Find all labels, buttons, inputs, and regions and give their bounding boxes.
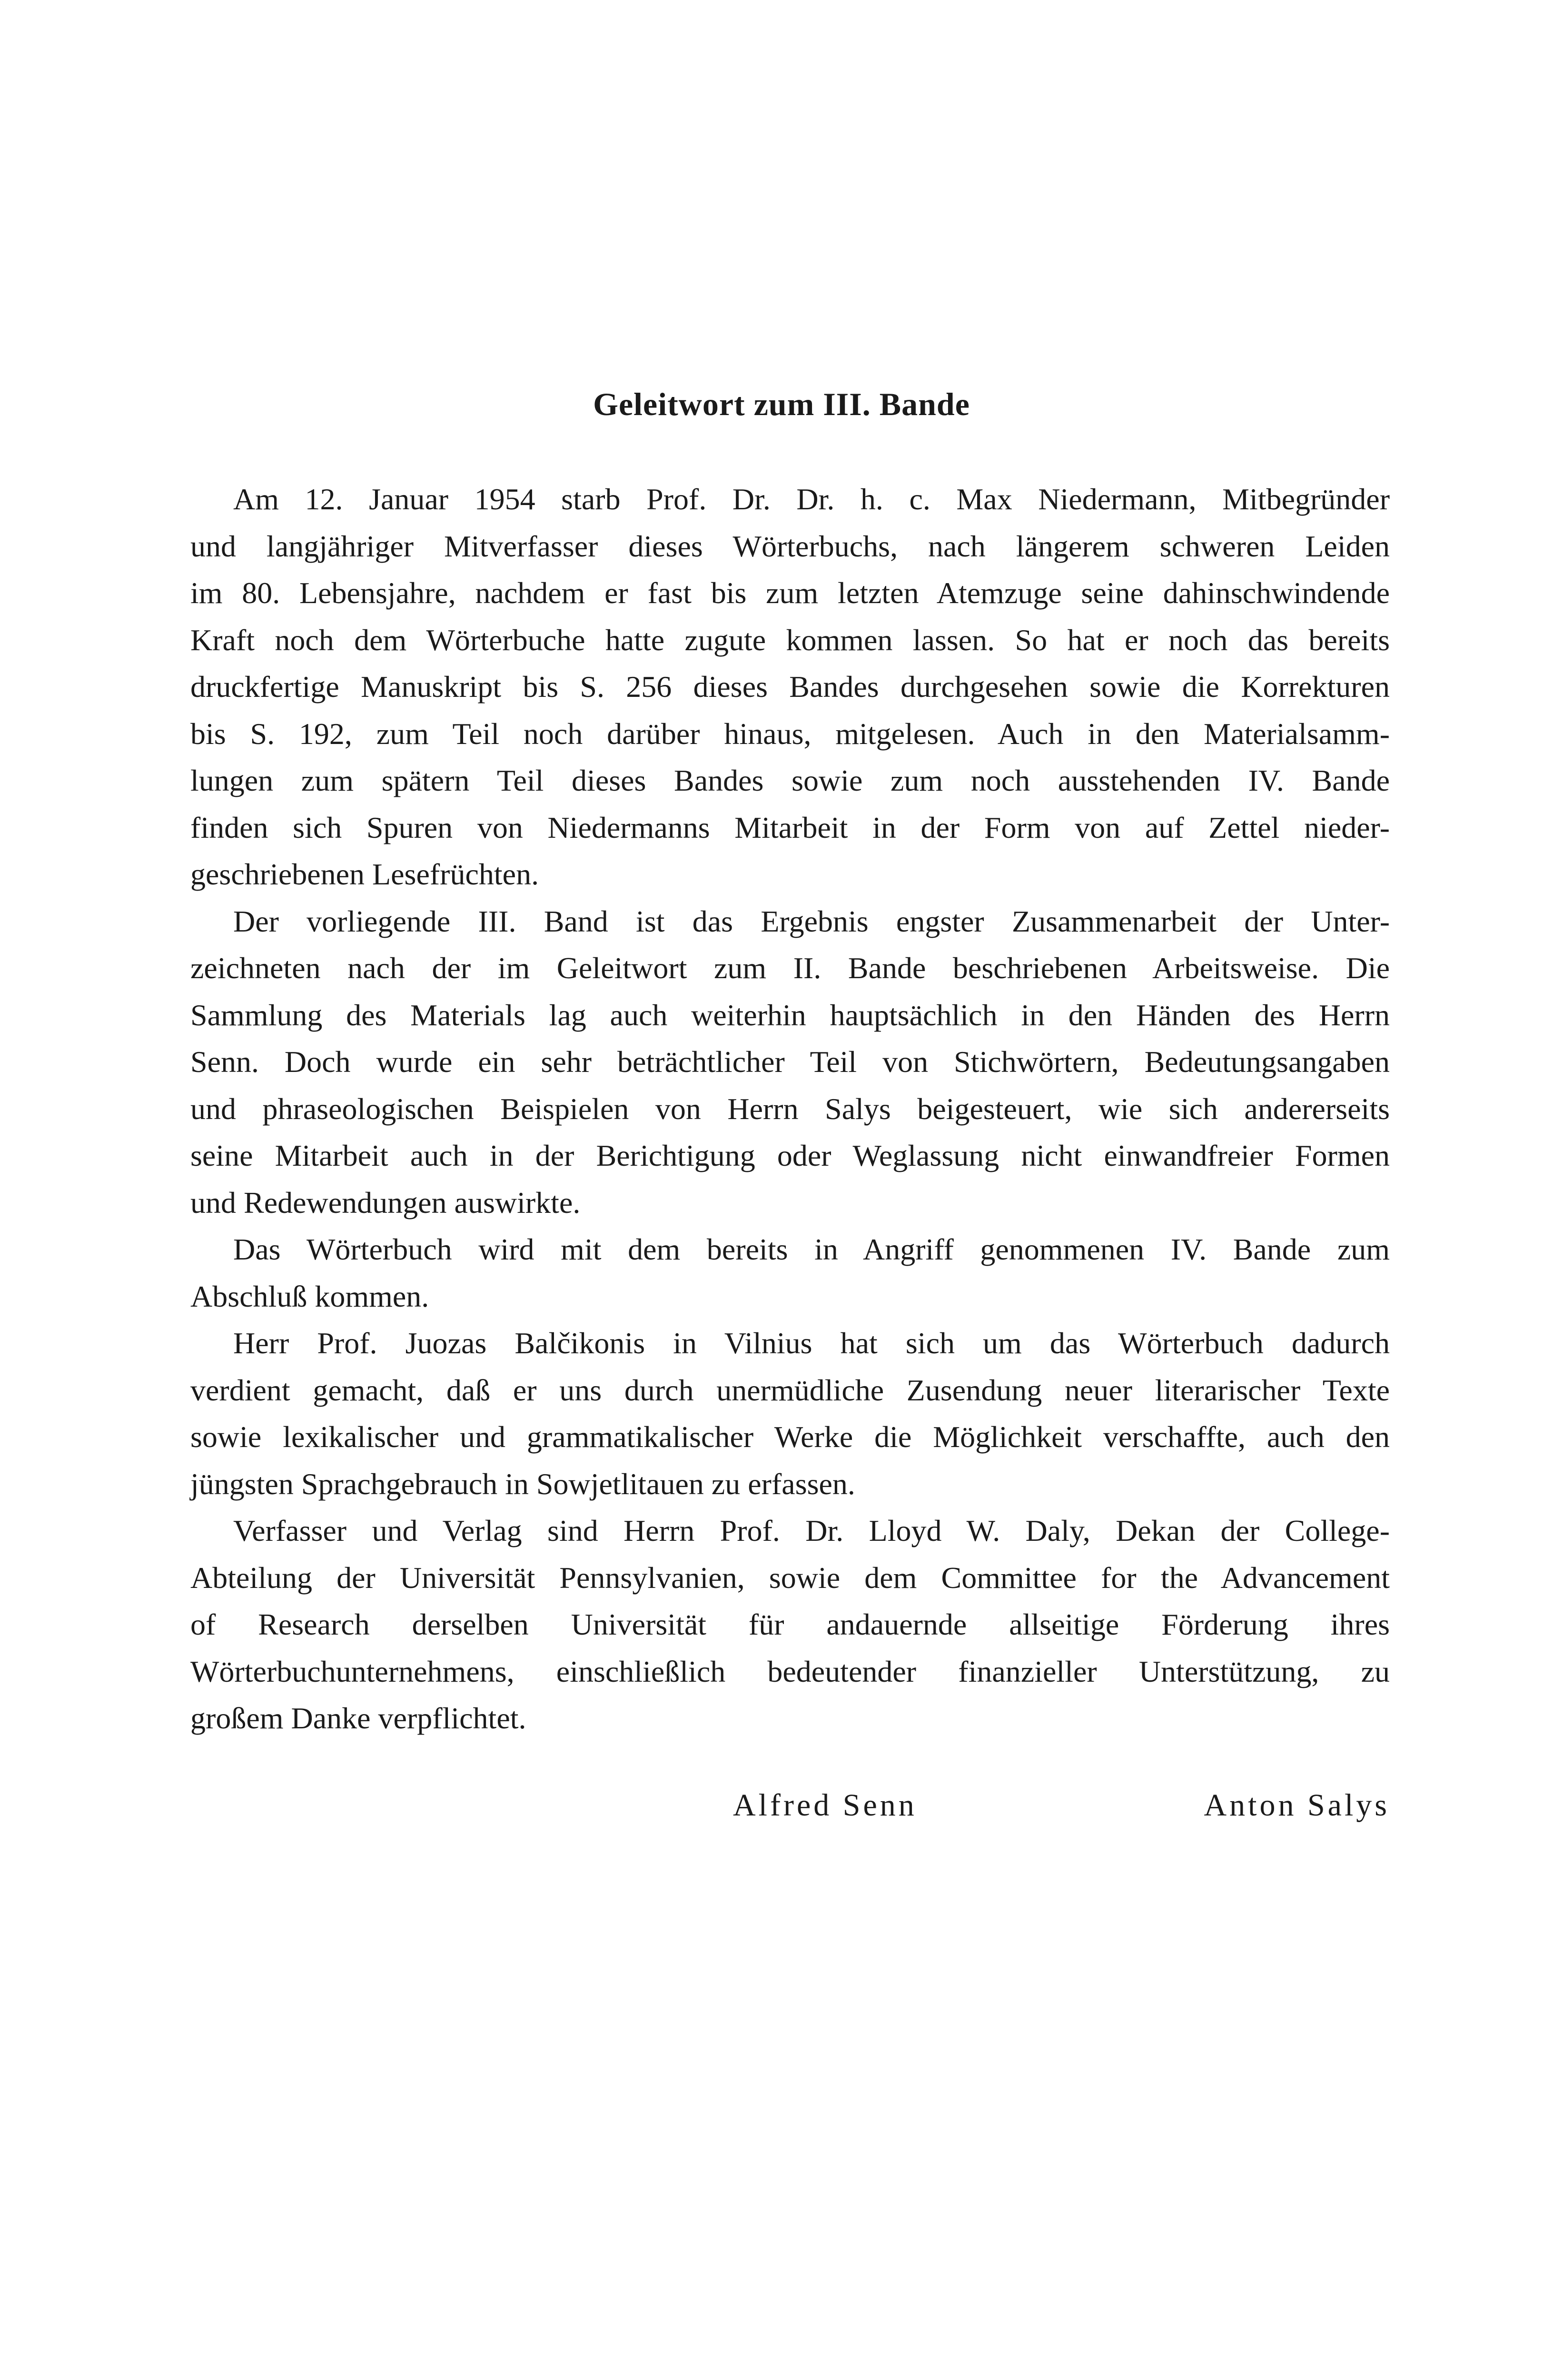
text-line: Der vorliegende III. Band ist das Ergebnis engster Zusammenarbeit der Unter- xyxy=(233,904,1390,938)
text-line: sowie lexikalischer und grammatikalischer Werke die Möglichkeit verschaffte, auch den xyxy=(190,1420,1390,1454)
text-line: druckfertige Manuskript bis S. 256 dieses Bandes durchgesehen sowie die Korrekturen xyxy=(190,670,1390,704)
page-title: Geleitwort zum III. Bande xyxy=(593,386,970,422)
paragraph-4 xyxy=(190,1320,1390,1507)
text-line: seine Mitarbeit auch in der Berichtigung oder Weglassung nicht einwandfreier Formen xyxy=(190,1139,1390,1172)
signatures xyxy=(733,1787,1390,1824)
text-line: Am 12. Januar 1954 starb Prof. Dr. Dr. h. c. Max Niedermann, Mitbegründer xyxy=(233,482,1390,516)
text-line: Abschluß kommen. xyxy=(190,1279,429,1313)
text-line: lungen zum spätern Teil dieses Bandes sowie zum noch ausstehenden IV. Bande xyxy=(190,764,1390,797)
text-line: bis S. 192, zum Teil noch darüber hinaus, mitgelesen. Auch in den Materialsamm- xyxy=(190,716,1390,751)
body-text xyxy=(190,476,1390,1742)
text-line: verdient gemacht, daß er uns durch unermüdliche Zusendung neuer literarischer Texte xyxy=(190,1373,1390,1407)
paragraph-1 xyxy=(190,476,1390,898)
text-line: jüngsten Sprachgebrauch in Sowjetlitauen zu erfassen. xyxy=(190,1467,855,1501)
text-line: Kraft noch dem Wörterbuche hatte zugute kommen lassen. So hat er noch das bereits xyxy=(190,623,1390,657)
text-line: Sammlung des Materials lag auch weiterhin hauptsächlich in den Händen des Herrn xyxy=(190,998,1390,1032)
text-line: großem Danke verpflichtet. xyxy=(190,1701,526,1735)
paragraph-5 xyxy=(190,1507,1390,1742)
signature-salys: Anton Salys xyxy=(1204,1788,1390,1823)
text-line: Verfasser und Verlag sind Herrn Prof. Dr. Lloyd W. Daly, Dekan der College- xyxy=(233,1514,1390,1547)
text-line: Das Wörterbuch wird mit dem bereits in Angriff genommenen IV. Bande zum xyxy=(233,1232,1390,1266)
paragraph-2 xyxy=(190,898,1390,1227)
paragraph-3 xyxy=(190,1226,1390,1320)
text-line: geschriebenen Lesefrüchten. xyxy=(190,857,539,891)
text-line: zeichneten nach der im Geleitwort zum II. Bande beschriebenen Arbeitsweise. Die xyxy=(190,951,1390,985)
text-line: of Research derselben Universität für andauernde allseitige Förderung ihres xyxy=(190,1607,1390,1641)
signature-senn: Alfred Senn xyxy=(733,1788,917,1823)
text-line: Senn. Doch wurde ein sehr beträchtlicher Teil von Stichwörtern, Bedeutungsangaben xyxy=(190,1045,1390,1079)
text-line: und langjähriger Mitverfasser dieses Wörterbuchs, nach längerem schweren Leiden xyxy=(190,529,1390,563)
text-line: Abteilung der Universität Pennsylvanien, sowie dem Committee for the Advancement xyxy=(190,1560,1390,1595)
text-line: finden sich Spuren von Niedermanns Mitarbeit in der Form von auf Zettel nieder- xyxy=(190,810,1390,844)
text-line: Wörterbuchunternehmens, einschließlich bedeutender finanzieller Unterstützung, zu xyxy=(190,1654,1390,1688)
text-line: und phraseologischen Beispielen von Herrn Salys beigesteuert, wie sich andererseits xyxy=(190,1091,1390,1126)
text-line: und Redewendungen auswirkte. xyxy=(190,1185,581,1220)
text-line: Herr Prof. Juozas Balčikonis in Vilnius hat sich um das Wörterbuch dadurch xyxy=(233,1326,1390,1360)
text-line: im 80. Lebensjahre, nachdem er fast bis zum letzten Atemzuge seine dahinschwindende xyxy=(190,576,1390,610)
